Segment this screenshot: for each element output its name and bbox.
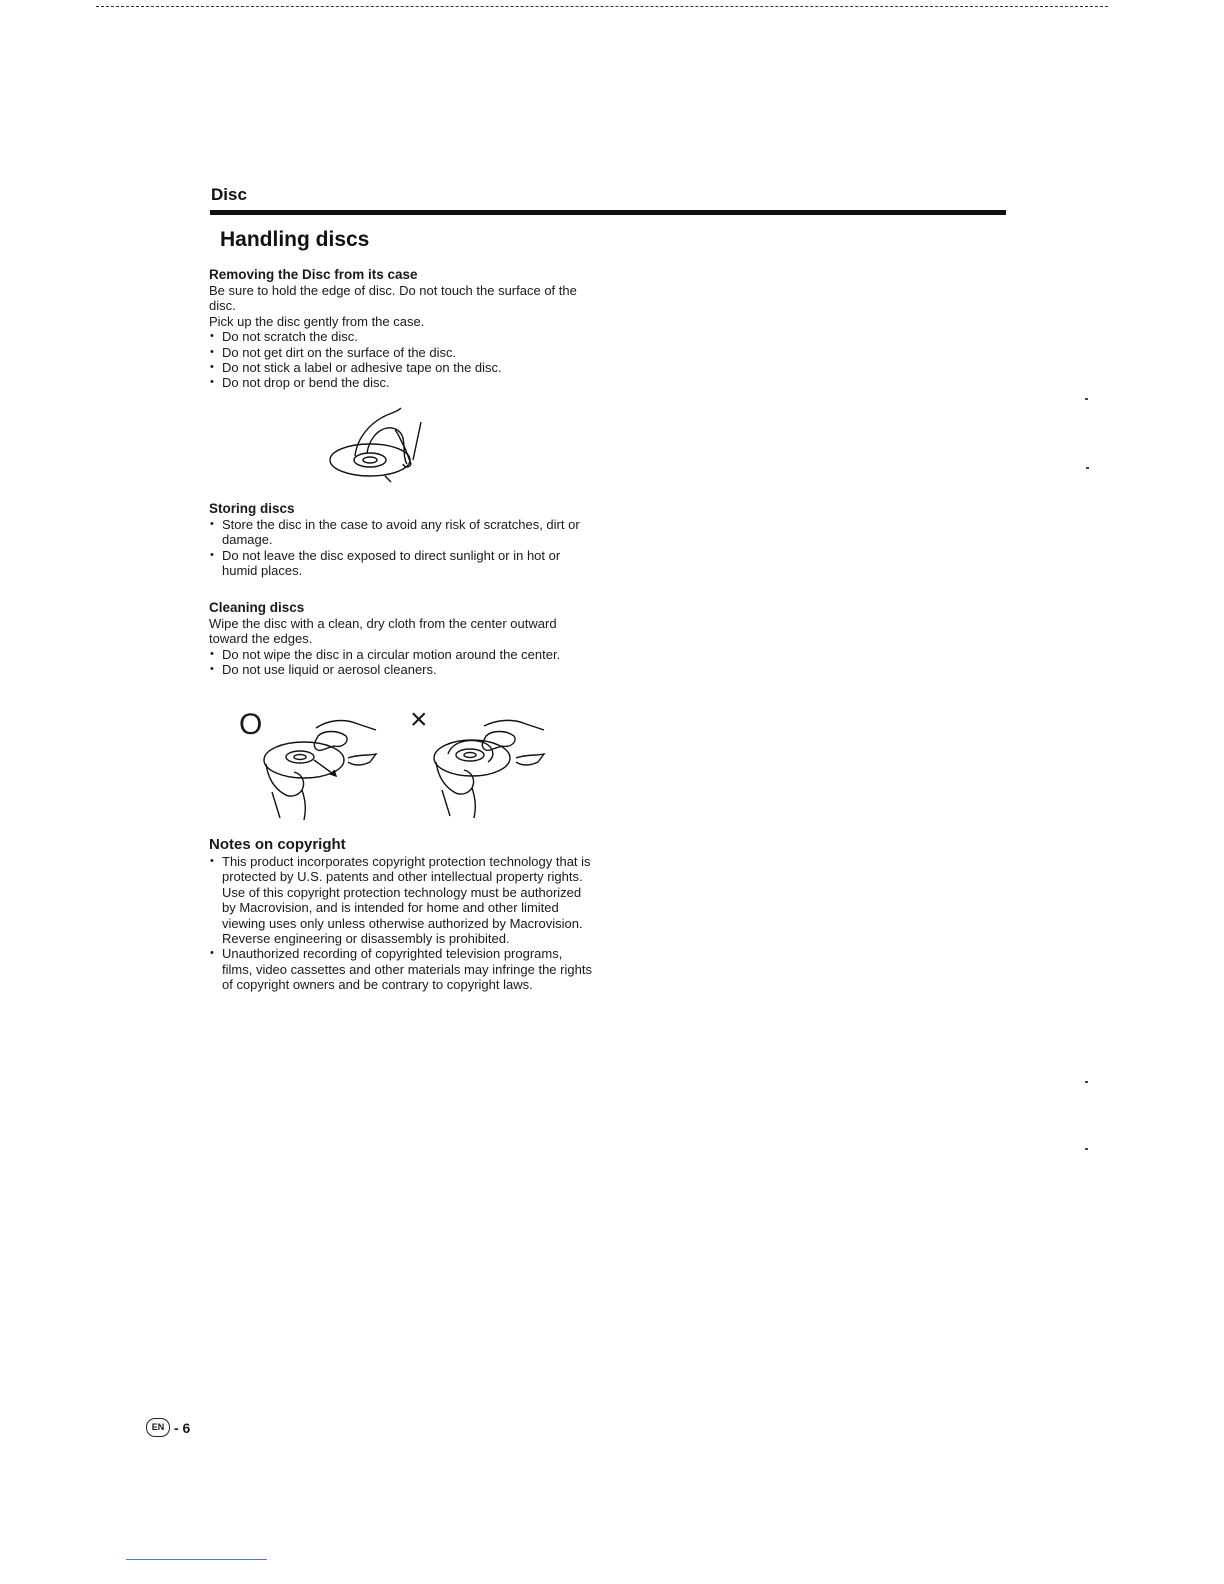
list-item: • Do not wipe the disc in a circular motion around the center. bbox=[209, 647, 594, 662]
bottom-rule bbox=[126, 1559, 267, 1560]
list-item: • Store the disc in the case to avoid any risk of scratches, dirt or damage. bbox=[209, 517, 594, 548]
list-item: • This product incorporates copyright protection technology that is protected by U.S. patents and other intellectual property rights. Use of this copyright protection technology must be authorized by Macrovision, and is intended for home and other limited viewing uses only unless otherwise authorized by Macrovision. Reverse engineering or disassembly is prohibited. bbox=[209, 854, 594, 946]
page-number-text: - 6 bbox=[174, 1419, 191, 1436]
copyright-section bbox=[209, 836, 594, 993]
list-item: • Do not use liquid or aerosol cleaners. bbox=[209, 662, 594, 677]
list-item: • Do not scratch the disc. bbox=[209, 329, 594, 344]
list-item: • Unauthorized recording of copyrighted television programs, films, video cassettes and other materials may infringe the rights of copyright owners and be contrary to copyright laws. bbox=[209, 946, 594, 992]
top-dashed-rule bbox=[96, 6, 1108, 7]
correct-mark: O bbox=[239, 708, 263, 741]
section-divider bbox=[210, 210, 1006, 215]
wipe-outward-illustration bbox=[258, 716, 388, 822]
storing-section bbox=[209, 501, 594, 579]
storing-heading: Storing discs bbox=[209, 501, 295, 516]
hand-holding-disc-illustration bbox=[325, 398, 435, 488]
cleaning-section bbox=[209, 600, 594, 678]
removing-section bbox=[209, 267, 594, 391]
scan-speck bbox=[1085, 1148, 1088, 1150]
list-item: • Do not stick a label or adhesive tape on the disc. bbox=[209, 360, 594, 375]
scan-speck bbox=[1085, 398, 1088, 400]
scan-speck bbox=[1085, 1081, 1088, 1083]
language-badge: EN bbox=[146, 1418, 170, 1437]
copyright-heading: Notes on copyright bbox=[209, 836, 346, 853]
removing-paragraph: Pick up the disc gently from the case. bbox=[209, 313, 425, 329]
removing-heading: Removing the Disc from its case bbox=[209, 267, 418, 282]
copyright-list bbox=[209, 854, 594, 993]
list-item: • Do not drop or bend the disc. bbox=[209, 375, 594, 390]
list-item: • Do not leave the disc exposed to direct sunlight or in hot or humid places. bbox=[209, 548, 594, 579]
cleaning-list bbox=[209, 647, 594, 678]
cleaning-paragraph: Wipe the disc with a clean, dry cloth from the center outward toward the edges. bbox=[209, 616, 557, 647]
wrong-mark: × bbox=[410, 703, 428, 736]
cleaning-heading: Cleaning discs bbox=[209, 600, 305, 615]
storing-list bbox=[209, 517, 594, 579]
removing-list bbox=[209, 329, 594, 391]
section-title: Disc bbox=[211, 185, 247, 204]
list-item: • Do not get dirt on the surface of the disc. bbox=[209, 345, 594, 360]
wipe-circular-illustration bbox=[428, 716, 558, 822]
page-number bbox=[146, 1418, 190, 1437]
removing-paragraph: Be sure to hold the edge of disc. Do not touch the surface of the disc. bbox=[209, 283, 577, 314]
page-heading: Handling discs bbox=[220, 228, 370, 251]
scan-speck bbox=[1086, 467, 1089, 469]
